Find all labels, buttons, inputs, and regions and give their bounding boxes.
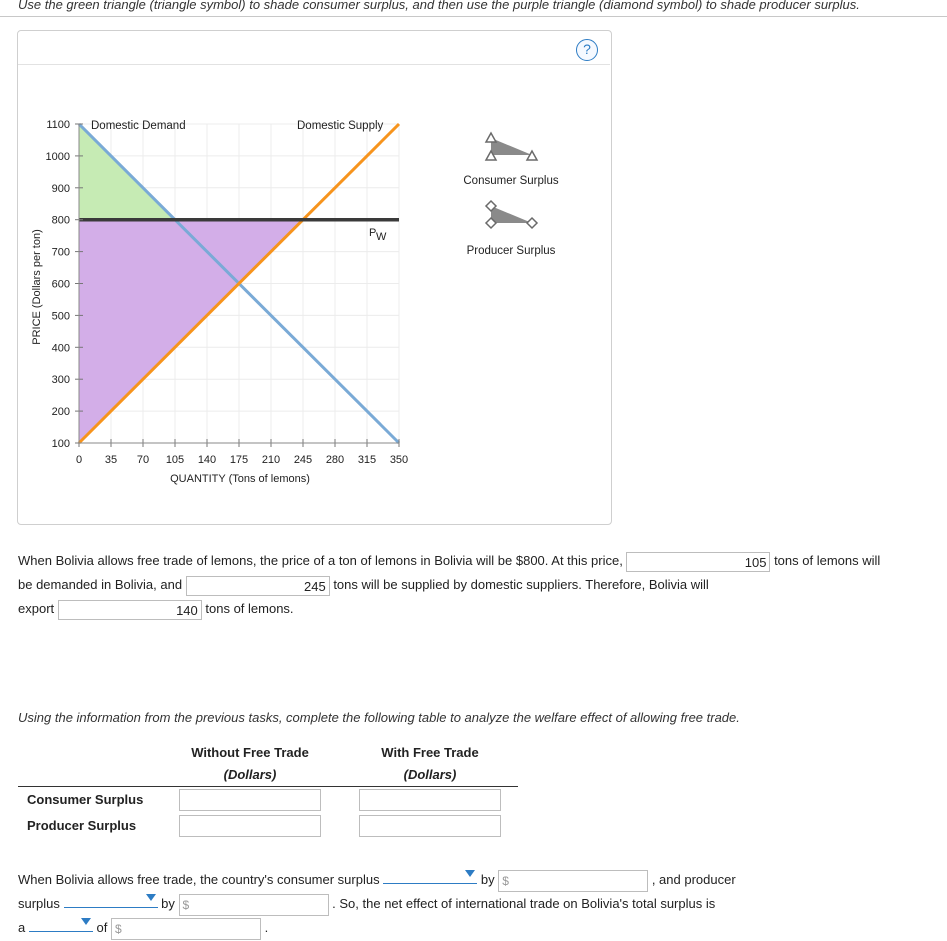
col-subheader-with: (Dollars) (403, 767, 457, 782)
x-tick-label: 70 (136, 454, 150, 466)
y-tick-label: 500 (51, 310, 70, 323)
y-tick-label: 300 (51, 374, 70, 387)
col-header-without: Without Free Trade (191, 745, 309, 760)
q3-by-2: by (161, 896, 175, 911)
y-tick-label: 200 (51, 406, 70, 419)
ps-with-trade-input[interactable] (359, 815, 501, 837)
y-tick-label: 800 (51, 214, 70, 227)
y-tick-label: 700 (51, 246, 70, 259)
row-label-producer-surplus: Producer Surplus (27, 818, 137, 833)
x-tick-label: 175 (229, 454, 249, 466)
x-tick-label: 210 (261, 454, 281, 466)
y-tick-label: 100 (51, 438, 70, 450)
x-tick-label: 140 (197, 454, 217, 466)
ps-change-amount-input[interactable]: $ (179, 894, 329, 916)
chevron-down-icon (465, 870, 475, 877)
q1-text-3: be demanded in Bolivia, and (18, 577, 183, 592)
triangle-symbol-icon[interactable] (486, 133, 537, 160)
q1-text-2: tons of lemons will (774, 553, 881, 568)
q3-text-2: , and producer (651, 872, 736, 887)
x-tick-label: 350 (389, 454, 409, 466)
supply-label: Domestic Supply (297, 120, 384, 132)
q3-text-5: a (18, 920, 26, 935)
diamond-symbol-icon[interactable] (486, 201, 537, 228)
chevron-down-icon (146, 894, 156, 901)
q3-of: of (96, 920, 108, 935)
cs-with-trade-input[interactable] (359, 789, 501, 811)
x-tick-label: 0 (75, 454, 83, 466)
q1-text-5: export (18, 601, 55, 616)
cs-without-trade-input[interactable] (179, 789, 321, 811)
ps-change-dropdown[interactable] (64, 891, 158, 908)
consumer-surplus-tool-label: Consumer Surplus (463, 175, 559, 187)
q3-by-1: by (480, 872, 495, 887)
chevron-down-icon (81, 918, 91, 925)
row-label-consumer-surplus: Consumer Surplus (27, 792, 144, 807)
q3-text-3: surplus (18, 896, 60, 911)
y-axis-label: PRICE (Dollars per ton) (31, 229, 43, 345)
x-tick-label: 315 (357, 454, 377, 466)
q3-text-1: When Bolivia allows free trade, the country's consumer surplus (18, 872, 380, 887)
y-tick-label: 1100 (46, 119, 70, 131)
total-surplus-change-dropdown[interactable] (29, 915, 93, 932)
ps-without-trade-input[interactable] (179, 815, 321, 837)
y-tick-label: 900 (51, 182, 70, 195)
help-button[interactable]: ? (576, 39, 598, 61)
demand-label: Domestic Demand (91, 120, 186, 132)
q1-text-1: When Bolivia allows free trade of lemons, the price of a ton of lemons in Bolivia will be $800. At this price, (18, 553, 623, 568)
q3-line-1 (18, 867, 736, 892)
q3-line-3 (18, 915, 268, 940)
y-tick-label: 400 (51, 342, 70, 355)
instructions-text: Use the green triangle (triangle symbol) to shade consumer surplus, and then use the purple triangle (diamond symbol) to shade producer surplus. (18, 0, 860, 12)
cs-change-dropdown[interactable] (383, 867, 477, 884)
q3-text-4: . So, the net effect of international trade on Bolivia's total surplus is (332, 896, 716, 911)
col-header-with: With Free Trade (381, 745, 479, 760)
total-surplus-amount-input[interactable]: $ (111, 918, 261, 940)
x-tick-label: 105 (165, 454, 185, 466)
x-axis-label: QUANTITY (Tons of lemons) (170, 473, 310, 485)
q3-line-2 (18, 891, 715, 916)
world-price-subscript: W (376, 231, 387, 243)
q3-text-6: . (264, 920, 269, 935)
producer-surplus-tool-label: Producer Surplus (466, 245, 556, 257)
question-paragraph (18, 549, 938, 621)
table-header-rule (18, 786, 518, 787)
export-quantity-input[interactable]: 140 (58, 600, 202, 620)
x-tick-label: 35 (104, 454, 118, 466)
table-intro: Using the information from the previous tasks, complete the following table to analyze the welfare effect of allowing free trade. (18, 710, 740, 725)
col-subheader-without: (Dollars) (223, 767, 277, 782)
y-tick-label: 1000 (45, 150, 70, 163)
world-price-label: P (369, 227, 377, 239)
q1-text-4: tons will be supplied by domestic suppliers. Therefore, Bolivia will (333, 577, 709, 592)
y-tick-label: 600 (51, 278, 70, 291)
cs-change-amount-input[interactable]: $ (498, 870, 648, 892)
x-tick-label: 280 (325, 454, 345, 466)
quantity-supplied-input[interactable]: 245 (186, 576, 330, 596)
x-tick-label: 245 (293, 454, 313, 466)
quantity-demanded-input[interactable]: 105 (626, 552, 770, 572)
q1-text-6: tons of lemons. (205, 601, 294, 616)
